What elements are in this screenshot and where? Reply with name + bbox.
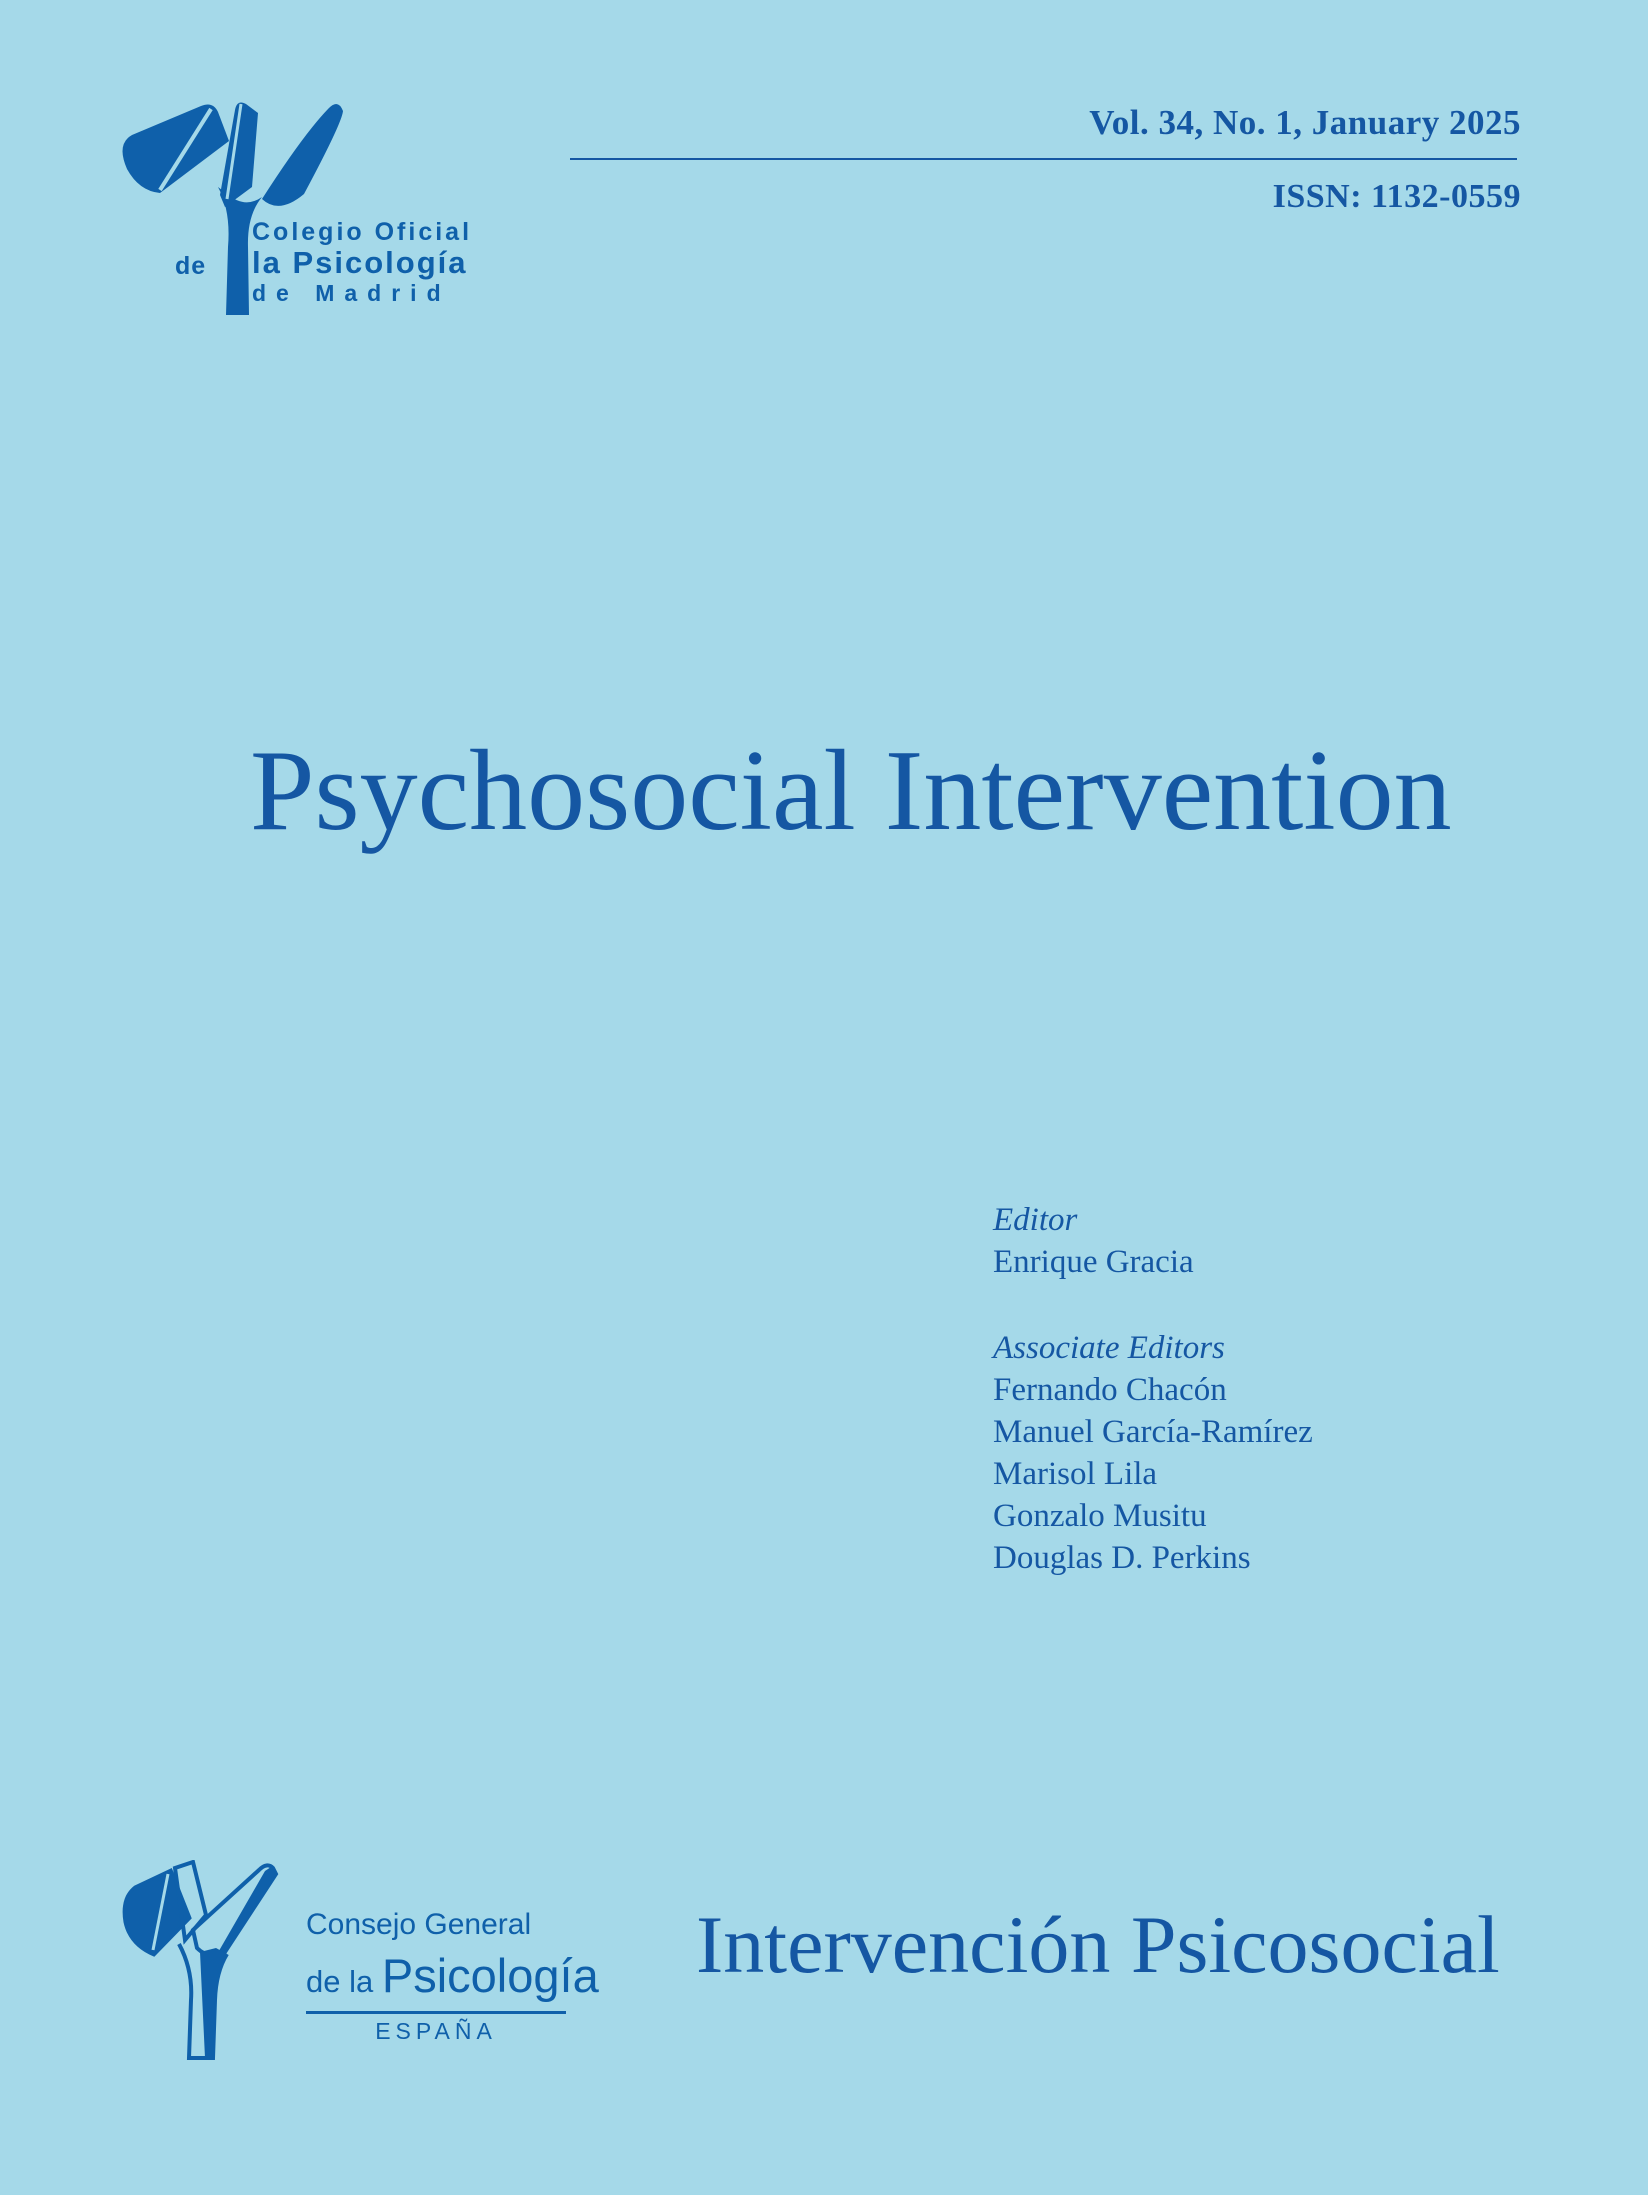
issue-info: Vol. 34, No. 1, January 2025 [1089, 103, 1521, 142]
madrid-logo-line2: la Psicología [252, 245, 468, 280]
editor-name: Enrique Gracia [993, 1244, 1194, 1280]
spain-logo-line1: Consejo General [306, 1908, 532, 1941]
journal-subtitle-spanish: Intervención Psicosocial [696, 1899, 1500, 1990]
editor-label: Editor [993, 1202, 1078, 1238]
issn: ISSN: 1132-0559 [1272, 178, 1521, 215]
spain-logo-line3: ESPAÑA [375, 2018, 497, 2044]
spain-council-logo [113, 1860, 599, 2075]
spain-logo-underline [306, 2011, 566, 2014]
associate-editor-name: Marisol Lila [993, 1456, 1158, 1492]
spain-logo-line2 [306, 1949, 599, 2002]
header-divider [570, 158, 1517, 160]
madrid-logo-line1: Colegio Oficial [252, 218, 473, 246]
journal-title: Psychosocial Intervention [250, 727, 1452, 855]
associate-editor-name: Gonzalo Musitu [993, 1498, 1207, 1534]
associate-editors-label: Associate Editors [993, 1330, 1225, 1366]
madrid-logo-line2-prefix: de [175, 252, 207, 280]
associate-editor-name: Manuel García-Ramírez [993, 1414, 1313, 1450]
bird-flower-outline-icon [113, 1860, 293, 2075]
associate-editor-name: Douglas D. Perkins [993, 1540, 1251, 1576]
editorial-block [993, 1199, 1313, 1579]
madrid-college-logo [115, 95, 505, 330]
editor-group [993, 1199, 1313, 1283]
spain-logo-line2-word: Psicología [381, 1949, 599, 2002]
spain-logo-line2-prefix: de la [306, 1964, 374, 1999]
associate-editor-name: Fernando Chacón [993, 1372, 1227, 1408]
associate-editors-group [993, 1327, 1313, 1579]
madrid-logo-line3: de Madrid [252, 280, 451, 306]
